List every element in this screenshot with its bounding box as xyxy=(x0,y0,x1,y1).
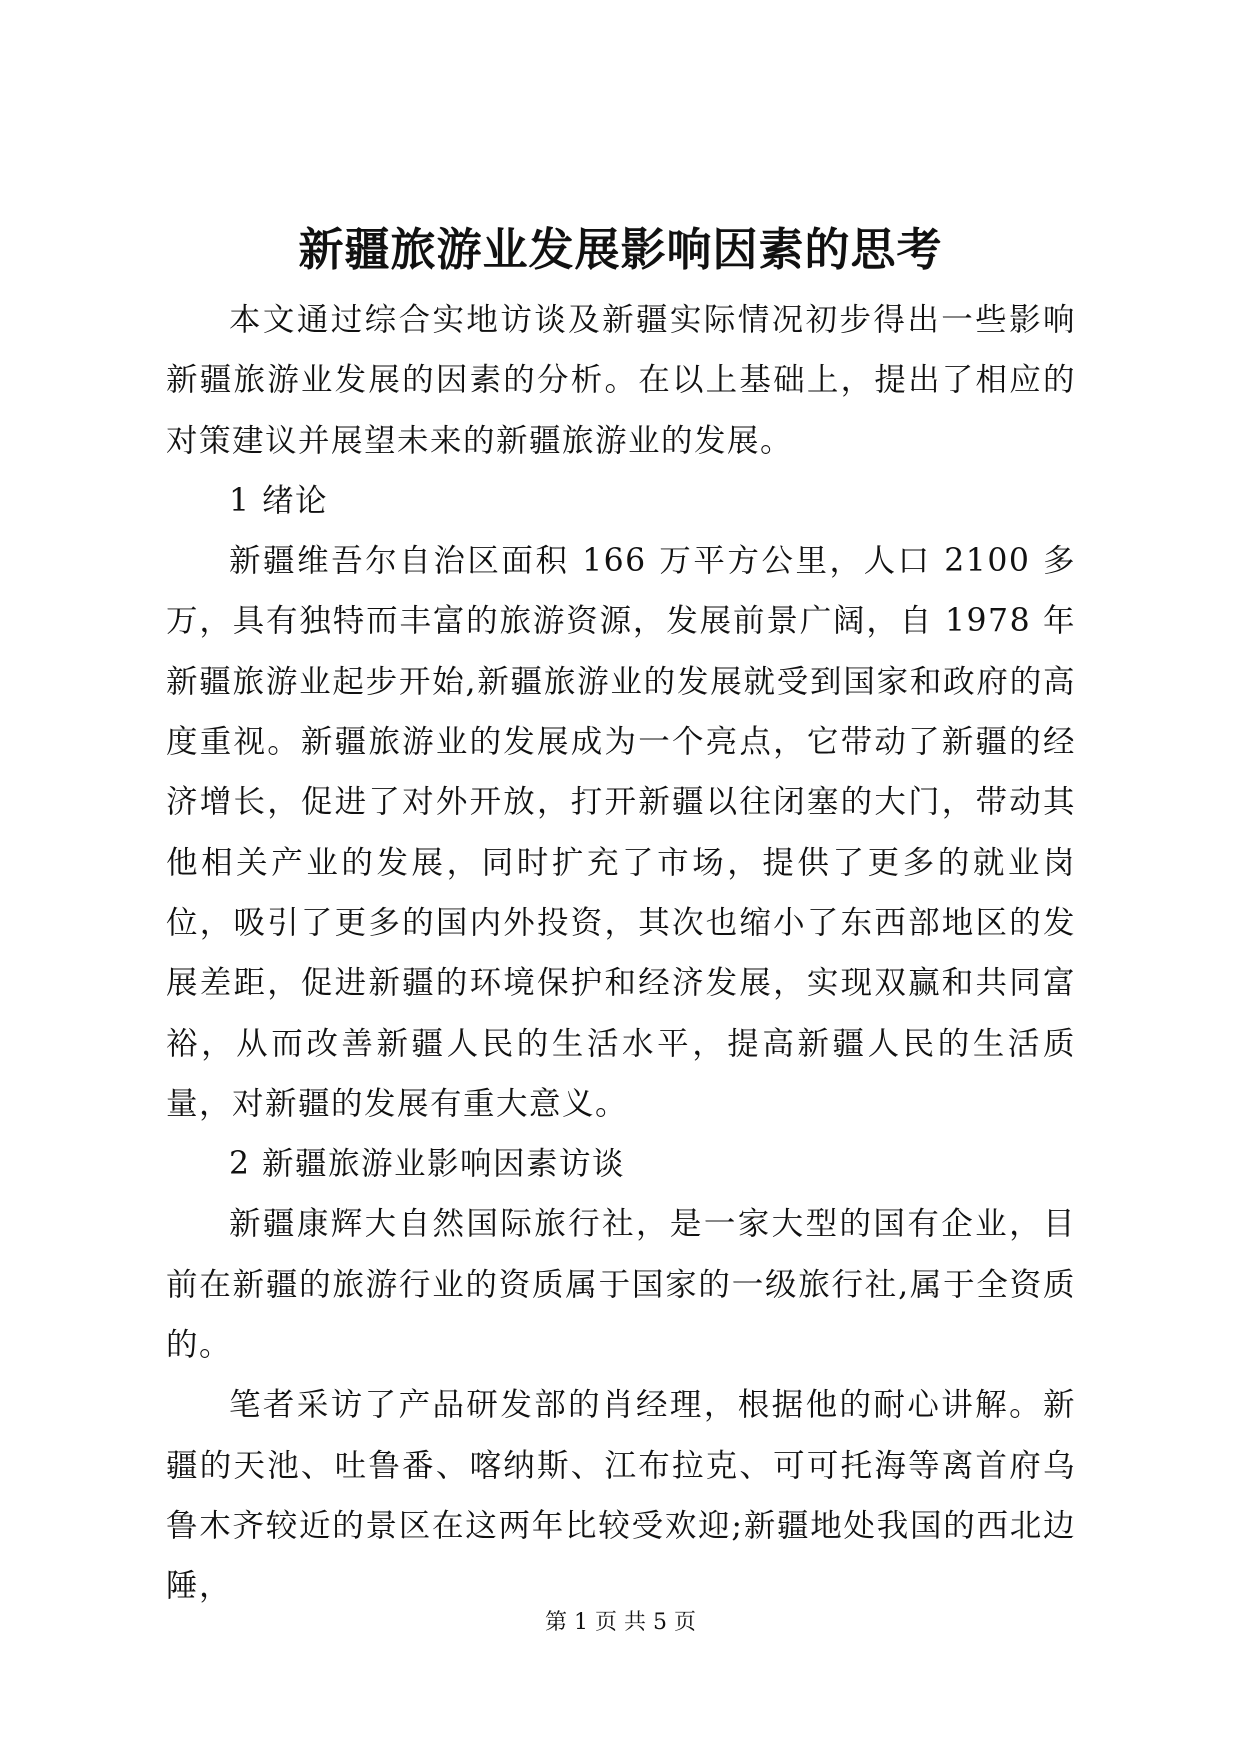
page-number: 第 1 页 xyxy=(545,1610,617,1635)
page-footer xyxy=(0,1608,1241,1638)
document-body xyxy=(166,290,1076,1617)
abstract-paragraph: 本文通过综合实地访谈及新疆实际情况初步得出一些影响新疆旅游业发展的因素的分析。在以上基础上，提出了相应的对策建议并展望未来的新疆旅游业的发展。 xyxy=(166,302,1076,459)
section-heading-introduction: 1 绪论 xyxy=(229,482,329,519)
interview-paragraph-agency: 新疆康辉大自然国际旅行社，是一家大型的国有企业，目前在新疆的旅游行业的资质属于国家的一级旅行社,属于全资质的。 xyxy=(166,1206,1076,1364)
interview-paragraph-manager: 笔者采访了产品研发部的肖经理，根据他的耐心讲解。新疆的天池、吐鲁番、喀纳斯、江布拉克、可可托海等离首府乌鲁木齐较近的景区在这两年比较受欢迎;新疆地处我国的西北边陲， xyxy=(166,1387,1076,1605)
introduction-paragraph: 新疆维吾尔自治区面积 166 万平方公里，人口 2100 多万，具有独特而丰富的旅游资源，发展前景广阔，自 1978 年新疆旅游业起步开始,新疆旅游业的发展就受到国家和政府的高度重视。新疆旅游业的发展成为一个亮点，它带动了新疆的经济增长，促进了对外开放，打开新疆以往闭塞的大门，带动其他相关产业的发展，同时扩充了市场，提供了更多的就业岗位，吸引了更多的国内外投资，其次也缩小了东西部地区的发展差距，促进新疆的环境保护和经济发展，实现双赢和共同富裕，从而改善新疆人民的生活水平，提高新疆人民的生活质量，对新疆的发展有重大意义。 xyxy=(166,543,1076,1122)
section-heading-interview: 2 新疆旅游业影响因素访谈 xyxy=(229,1146,626,1183)
page-total: 共 5 页 xyxy=(624,1610,696,1635)
document-title: 新疆旅游业发展影响因素的思考 xyxy=(298,223,943,276)
